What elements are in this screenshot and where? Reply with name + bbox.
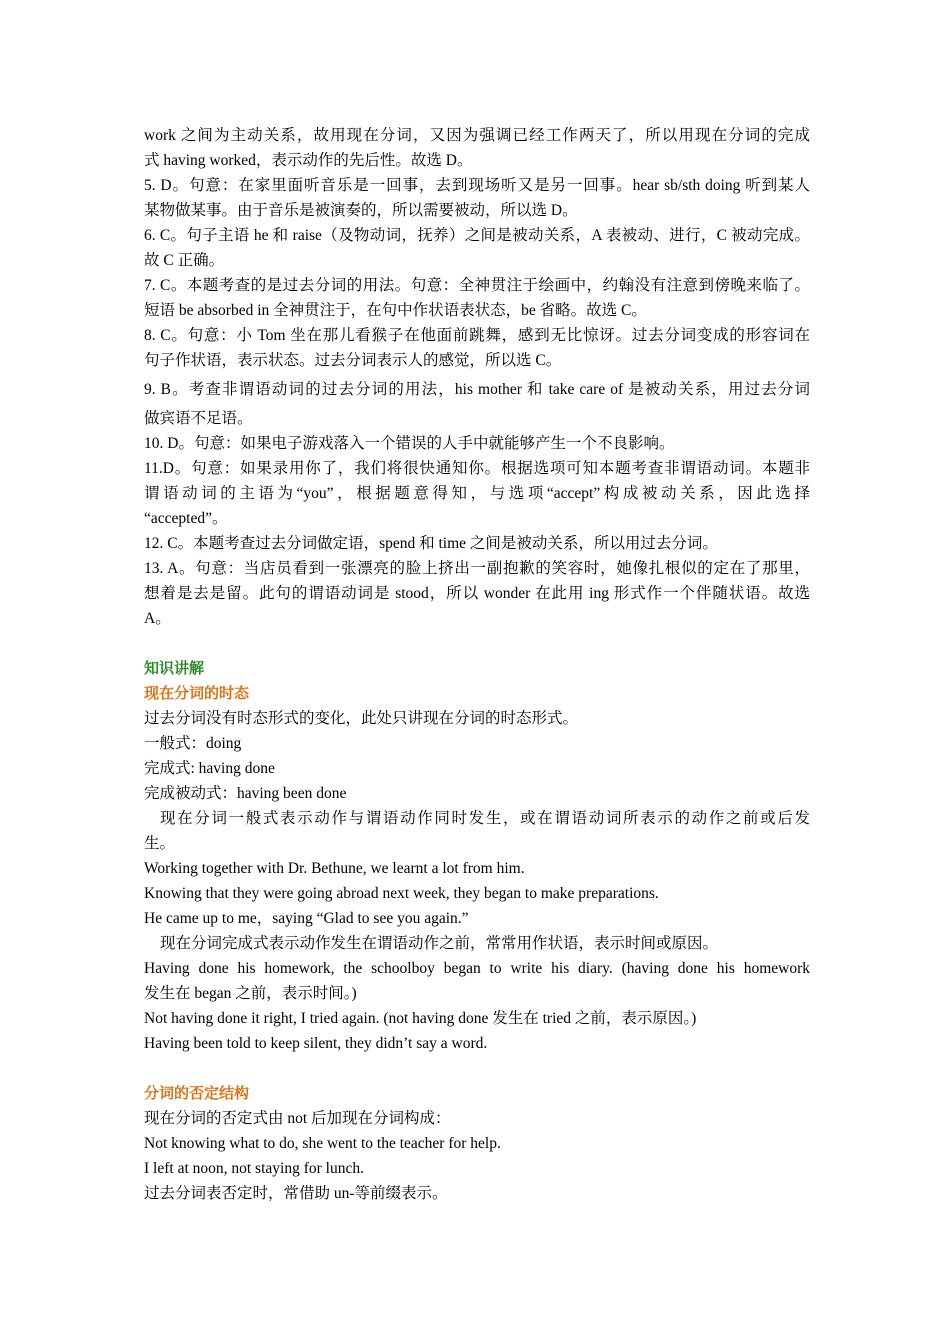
- answer-explanations: [144, 123, 810, 631]
- answer-line: 8. C。句意：小 Tom 坐在那儿看猴子在他面前跳舞，感到无比惊讶。过去分词变成的形容词在: [144, 327, 810, 344]
- answer-line: 13. A。句意：当店员看到一张漂亮的脸上挤出一副抱歉的笑容时，她像扎根似的定在了那里，: [144, 560, 810, 577]
- answer-line: 5. D。句意：在家里面听音乐是一回事，去到现场听又是另一回事。hear sb/sth doing 听到某人: [144, 177, 810, 194]
- knowledge-heading: 知识讲解: [144, 659, 205, 677]
- answer-line: “accepted”。: [144, 510, 228, 527]
- example-sentence: Having done his homework, the schoolboy began to write his diary. (having done his homework: [144, 960, 810, 977]
- example-sentence: Knowing that they were going abroad next week, they began to make preparations.: [144, 885, 659, 902]
- example-sentence: Having been told to keep silent, they didn’t say a word.: [144, 1035, 488, 1052]
- body-line: 完成被动式：having been done: [144, 785, 347, 802]
- body-paragraph: 现在分词一般式表示动作与谓语动作同时发生，或在谓语动词所表示的动作之前或后发: [160, 810, 810, 827]
- answer-line: 句子作状语，表示状态。过去分词表示人的感觉，所以选 C。: [144, 352, 562, 369]
- example-sentence: He came up to me，saying “Glad to see you again.”: [144, 910, 469, 927]
- body-line: 一般式：doing: [144, 735, 242, 752]
- knowledge-section: [144, 656, 810, 1206]
- body-line: 过去分词没有时态形式的变化，此处只讲现在分词的时态形式。: [144, 710, 579, 727]
- example-sentence: Working together with Dr. Bethune, we learnt a lot from him.: [144, 860, 525, 877]
- answer-line: work 之间为主动关系，故用现在分词，又因为强调已经工作两天了，所以用现在分词的完成: [144, 127, 810, 144]
- example-sentence: Not knowing what to do, she went to the teacher for help.: [144, 1135, 501, 1152]
- answer-line: 12. C。本题考查过去分词做定语，spend 和 time 之间是被动关系，所以用过去分词。: [144, 535, 718, 552]
- body-line: 完成式: having done: [144, 760, 275, 777]
- answer-line: 想着是去是留。此句的谓语动词是 stood，所以 wonder 在此用 ing 形式作一个伴随状语。故选: [144, 585, 810, 602]
- answer-line: 11.D。句意：如果录用你了，我们将很快通知你。根据选项可知本题考查非谓语动词。本题非: [144, 460, 810, 477]
- section-heading-present-participle-tense: 现在分词的时态: [144, 684, 250, 702]
- answer-line: 9. B。考查非谓语动词的过去分词的用法，his mother 和 take care of 是被动关系，用过去分词: [144, 381, 810, 398]
- body-paragraph: 生。: [144, 835, 176, 852]
- answer-line: 短语 be absorbed in 全神贯注于，在句中作状语表状态，be 省略。故选 C。: [144, 302, 647, 319]
- answer-line: 6. C。句子主语 he 和 raise（及物动词，抚养）之间是被动关系，A 表被动、进行，C 被动完成。: [144, 227, 810, 244]
- body-line: 现在分词的否定式由 not 后加现在分词构成：: [144, 1110, 451, 1127]
- answer-line: 式 having worked，表示动作的先后性。故选 D。: [144, 152, 473, 169]
- example-sentence: I left at noon, not staying for lunch.: [144, 1160, 364, 1177]
- example-sentence: 发生在 began 之前，表示时间。): [144, 985, 357, 1002]
- answer-line: 做宾语不足语。: [144, 410, 253, 427]
- body-line: 过去分词表否定时，常借助 un-等前缀表示。: [144, 1185, 448, 1202]
- answer-line: 10. D。句意：如果电子游戏落入一个错误的人手中就能够产生一个不良影响。: [144, 435, 675, 452]
- answer-line: 某物做某事。由于音乐是被演奏的，所以需要被动，所以选 D。: [144, 202, 578, 219]
- example-sentence: Not having done it right, I tried again. (not having done 发生在 tried 之前，表示原因。): [144, 1010, 697, 1027]
- answer-line: 故 C 正确。: [144, 252, 225, 269]
- body-paragraph: 现在分词完成式表示动作发生在谓语动作之前，常常用作状语，表示时间或原因。: [160, 935, 719, 952]
- answer-line: 谓语动词的主语为“you”，根据题意得知，与选项“accept”构成被动关系，因此选择: [144, 485, 810, 502]
- answer-line: A。: [144, 610, 171, 627]
- answer-line: 7. C。本题考查的是过去分词的用法。句意：全神贯注于绘画中，约翰没有注意到傍晚来临了。: [144, 277, 810, 294]
- document-page: [144, 123, 810, 1206]
- section-heading-participle-negation: 分词的否定结构: [144, 1084, 250, 1102]
